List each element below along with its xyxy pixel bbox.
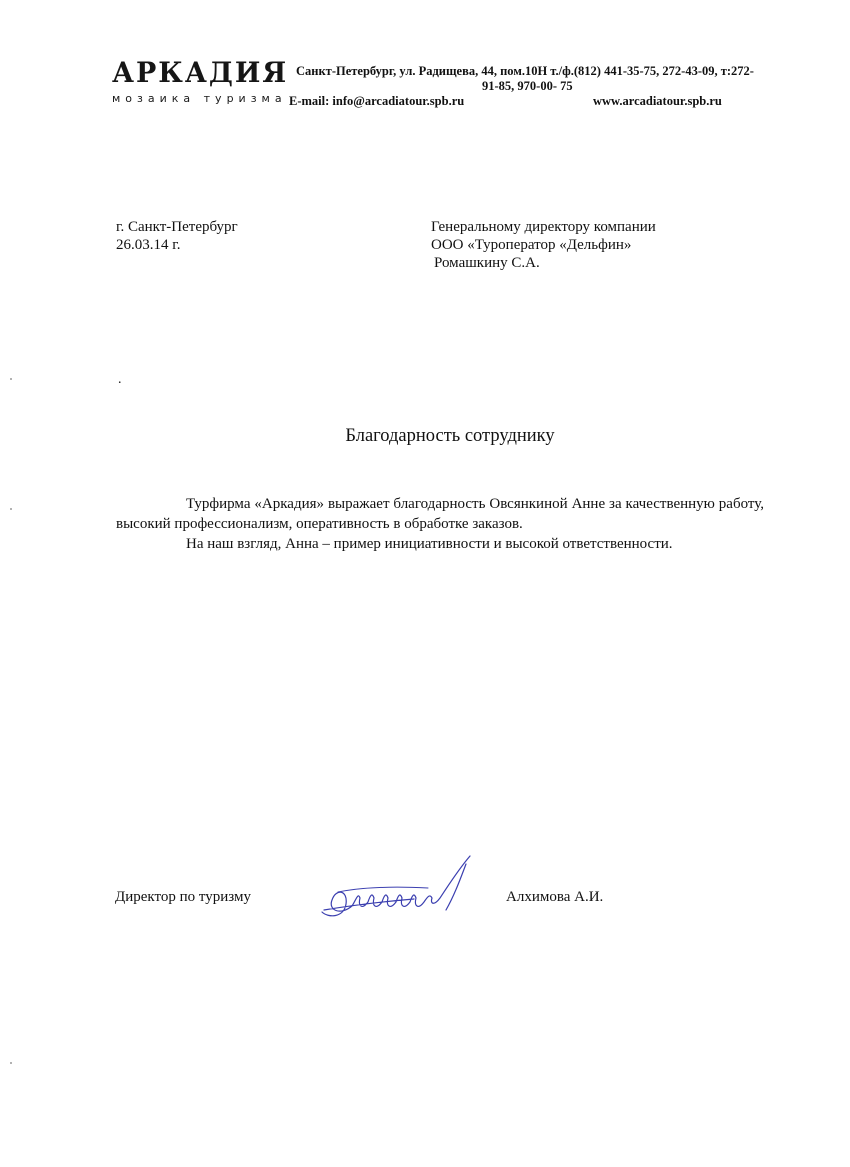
scan-speck	[10, 508, 12, 510]
signatory-position: Директор по туризму	[115, 889, 251, 905]
signature-stroke	[322, 856, 470, 916]
letter-body	[116, 494, 764, 554]
scan-speck	[10, 378, 12, 380]
company-name: АРКАДИЯ	[112, 56, 289, 90]
place-date-block	[116, 218, 238, 254]
website-address: www.arcadiatour.spb.ru	[593, 94, 722, 108]
handwritten-signature	[318, 852, 478, 922]
signature-underline	[338, 887, 428, 892]
letter-title: Благодарность сотруднику	[345, 426, 555, 446]
stray-mark: .	[118, 372, 122, 387]
recipient-line-1: Генеральному директору компании	[431, 219, 656, 235]
email-address: E-mail: info@arcadiatour.spb.ru	[289, 94, 465, 108]
signatory-name: Алхимова А.И.	[506, 889, 604, 905]
company-tagline: мозаика туризма	[112, 92, 287, 105]
sender-city: г. Санкт-Петербург	[116, 219, 238, 235]
recipient-line-3: Ромашкину С.А.	[434, 255, 540, 271]
scan-speck	[10, 1062, 12, 1064]
recipient-line-2: ООО «Туроператор «Дельфин»	[431, 237, 632, 253]
company-logo	[112, 58, 292, 105]
body-paragraph-1: Турфирма «Аркадия» выражает благодарность Овсянкиной Анне за качественную работу, высокий профессионализм, оперативность в обработке заказов.	[116, 496, 764, 532]
recipient-block	[431, 218, 656, 272]
address-line-2: 91-85, 970-00- 75	[482, 79, 573, 93]
address-line-1: Санкт-Петербург, ул. Радищева, 44, пом.10Н т./ф.(812) 441-35-75, 272-43-09, т:272-	[296, 64, 754, 78]
body-paragraph-2: На наш взгляд, Анна – пример инициативности и высокой ответственности.	[186, 536, 673, 552]
letter-date: 26.03.14 г.	[116, 237, 181, 253]
